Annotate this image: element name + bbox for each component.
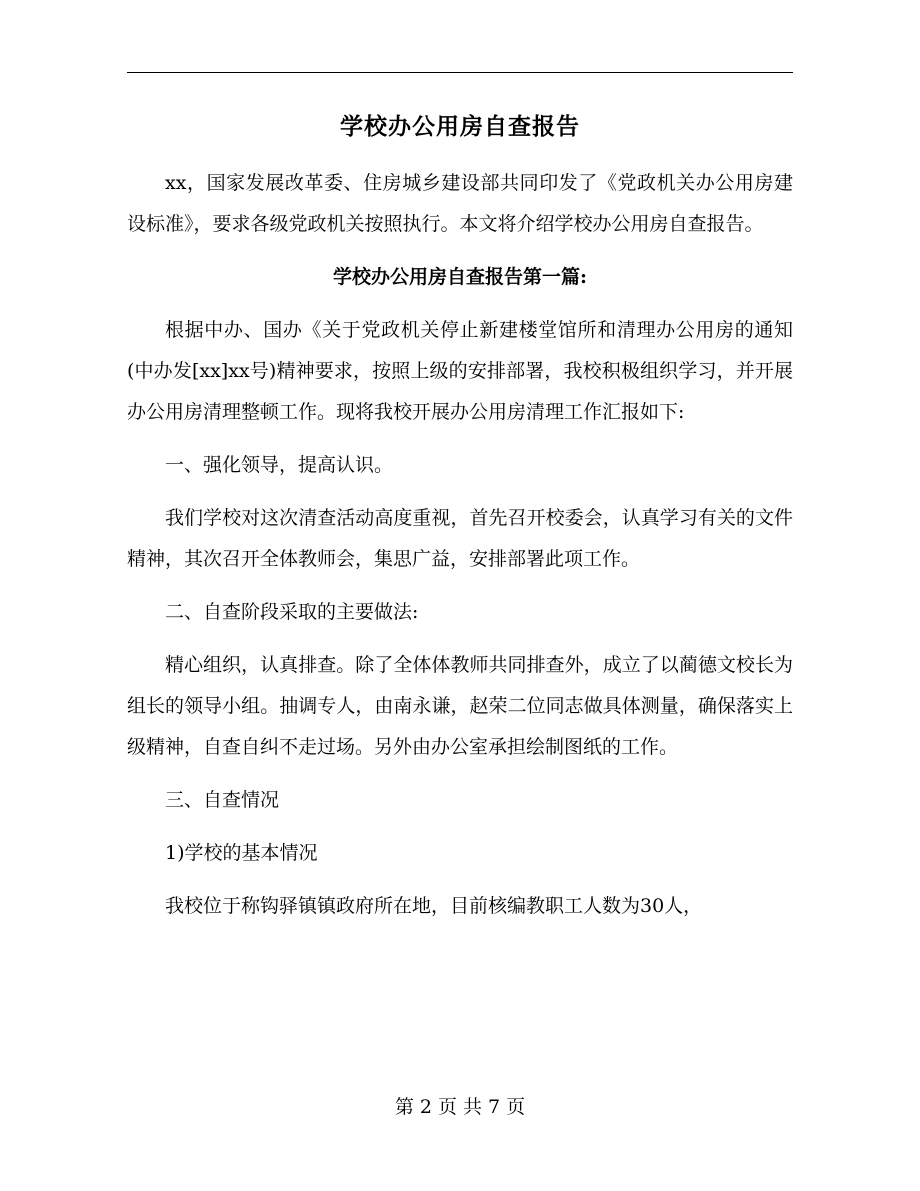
body-paragraph-3: 精心组织，认真排查。除了全体体教师共同排查外，成立了以蔺德文校长为组长的领导小组。抽调专人，由南永谦，赵荣二位同志做具体测量，确保落实上级精神，自查自纠不走过场。另外由办公室承担绘制图纸的工作。 (127, 654, 793, 758)
heading-1: 一、强化领导，提高认识。 (165, 454, 394, 476)
section-title: 学校办公用房自查报告第一篇: (332, 266, 587, 288)
body-paragraph-2: 我们学校对这次清查活动高度重视，首先召开校委会，认真学习有关的文件精神，其次召开全体教师会，集思广益，安排部署此项工作。 (127, 507, 793, 570)
heading-2: 二、自查阶段采取的主要做法: (165, 601, 419, 623)
page-number: 第 2 页 共 7 页 (394, 1096, 526, 1118)
body-paragraph-4: 我校位于称钩驿镇镇政府所在地，目前核编教职工人数为30人， (165, 895, 703, 917)
heading-3: 三、自查情况 (165, 789, 280, 811)
page-footer (0, 1092, 920, 1122)
subheading-1: 1)学校的基本情况 (165, 842, 318, 864)
intro-paragraph: xx，国家发展改革委、住房城乡建设部共同印发了《党政机关办公用房建设标准》，要求各级党政机关按照执行。本文将介绍学校办公用房自查报告。 (127, 172, 793, 235)
document-body (127, 163, 793, 927)
header-rule (127, 72, 793, 73)
body-paragraph-1: 根据中办、国办《关于党政机关停止新建楼堂馆所和清理办公用房的通知(中办发[xx]xx号)精神要求，按照上级的安排部署，我校积极组织学习，并开展办公用房清理整顿工作。现将我校开展办公用房清理工作汇报如下: (127, 319, 793, 423)
document-title: 学校办公用房自查报告 (340, 113, 580, 140)
